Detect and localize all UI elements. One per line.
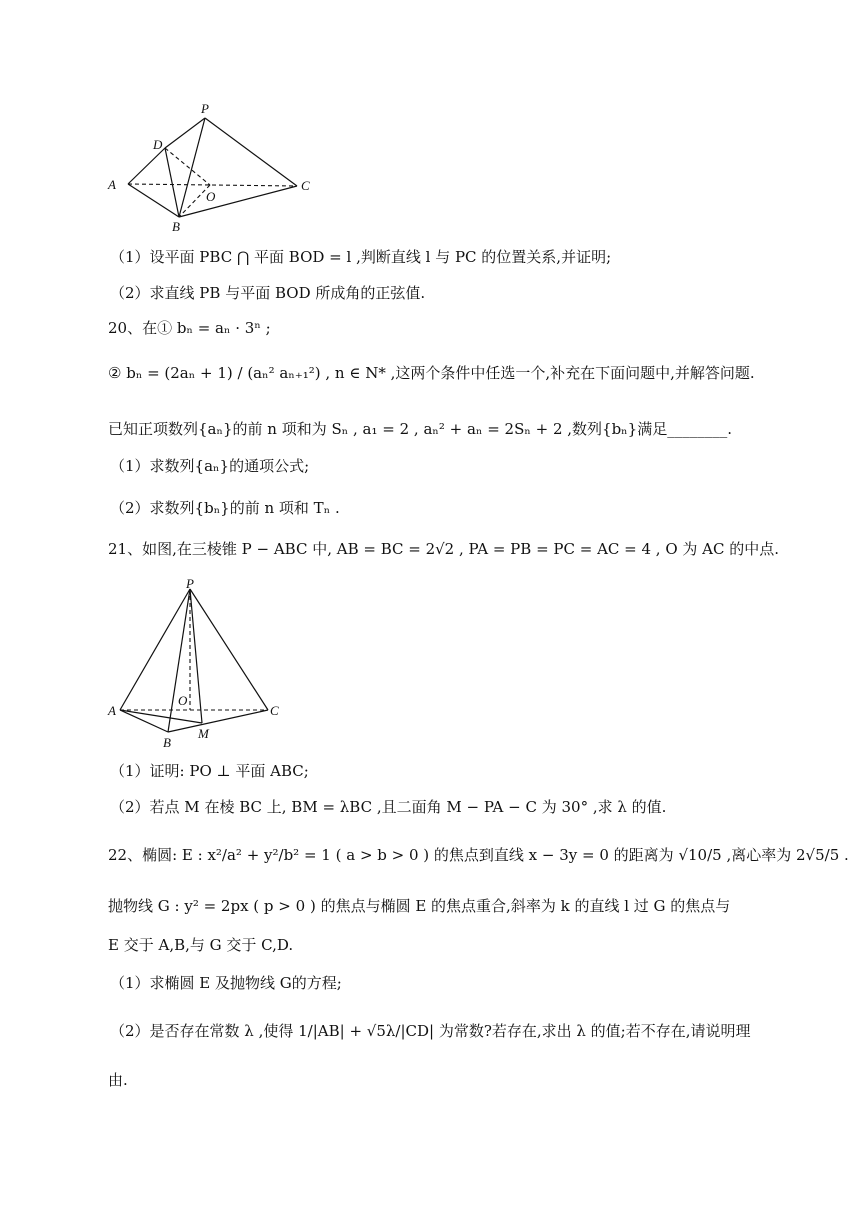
fig2-label-b: B — [163, 735, 171, 750]
fig1-label-o: O — [206, 189, 216, 204]
fig2-label-o: O — [178, 693, 188, 708]
q22-line2: 抛物线 G : y² = 2px ( p > 0 ) 的焦点与椭圆 E 的焦点重合,斜率为 k 的直线 l 过 G 的焦点与 — [108, 897, 731, 915]
q21-part2: （2）若点 M 在棱 BC 上, BM = λBC ,且二面角 M − PA − C 为 30° ,求 λ 的值. — [110, 798, 667, 816]
q22-line1: 22、椭圆: E : x²/a² + y²/b² = 1 ( a > b > 0 ) 的焦点到直线 x − 3y = 0 的距离为 √10/5 ,离心率为 2√5/5 . — [108, 846, 849, 864]
q19-part1: （1）设平面 PBC ⋂ 平面 BOD = l ,判断直线 l 与 PC 的位置关系,并证明; — [110, 248, 612, 266]
q19-part2: （2）求直线 PB 与平面 BOD 所成角的正弦值. — [110, 284, 426, 302]
q20-line1: 20、在① bₙ = aₙ · 3ⁿ ; — [108, 319, 271, 337]
q20-part2: （2）求数列{bₙ}的前 n 项和 Tₙ . — [110, 499, 340, 517]
fig2-label-m: M — [198, 726, 209, 741]
fig1-label-a: A — [108, 177, 116, 192]
figure-pyramid-abc — [100, 576, 300, 750]
fig2-label-c: C — [270, 703, 279, 718]
q20-line3: 已知正项数列{aₙ}的前 n 项和为 Sₙ , a₁ = 2 , aₙ² + aₙ = 2Sₙ + 2 ,数列{bₙ}满足________. — [108, 420, 732, 438]
q20-line2: ② bₙ = (2aₙ + 1) / (aₙ² aₙ₊₁²) , n ∈ N* ,这两个条件中任选一个,补充在下面问题中,并解答问题. — [108, 364, 755, 382]
fig1-label-d: D — [153, 137, 163, 152]
fig1-label-b: B — [172, 219, 180, 234]
fig2-label-a: A — [108, 703, 116, 718]
q22-line3: E 交于 A,B,与 G 交于 C,D. — [108, 936, 294, 954]
figure-pyramid-pbc — [100, 100, 330, 235]
q22-part3: 由. — [108, 1071, 128, 1089]
q21-line1: 21、如图,在三棱锥 P − ABC 中, AB = BC = 2√2 , PA = PB = PC = AC = 4 , O 为 AC 的中点. — [108, 540, 780, 558]
q22-part1: （1）求椭圆 E 及抛物线 G的方程; — [110, 974, 342, 992]
q21-part1: （1）证明: PO ⊥ 平面 ABC; — [110, 762, 309, 780]
fig1-label-p: P — [201, 101, 209, 116]
q22-part2: （2）是否存在常数 λ ,使得 1/|AB| + √5λ/|CD| 为常数?若存在,求出 λ 的值;若不存在,请说明理 — [110, 1022, 751, 1040]
q20-part1: （1）求数列{aₙ}的通项公式; — [110, 457, 310, 475]
fig2-label-p: P — [186, 576, 194, 591]
fig1-label-c: C — [301, 178, 310, 193]
